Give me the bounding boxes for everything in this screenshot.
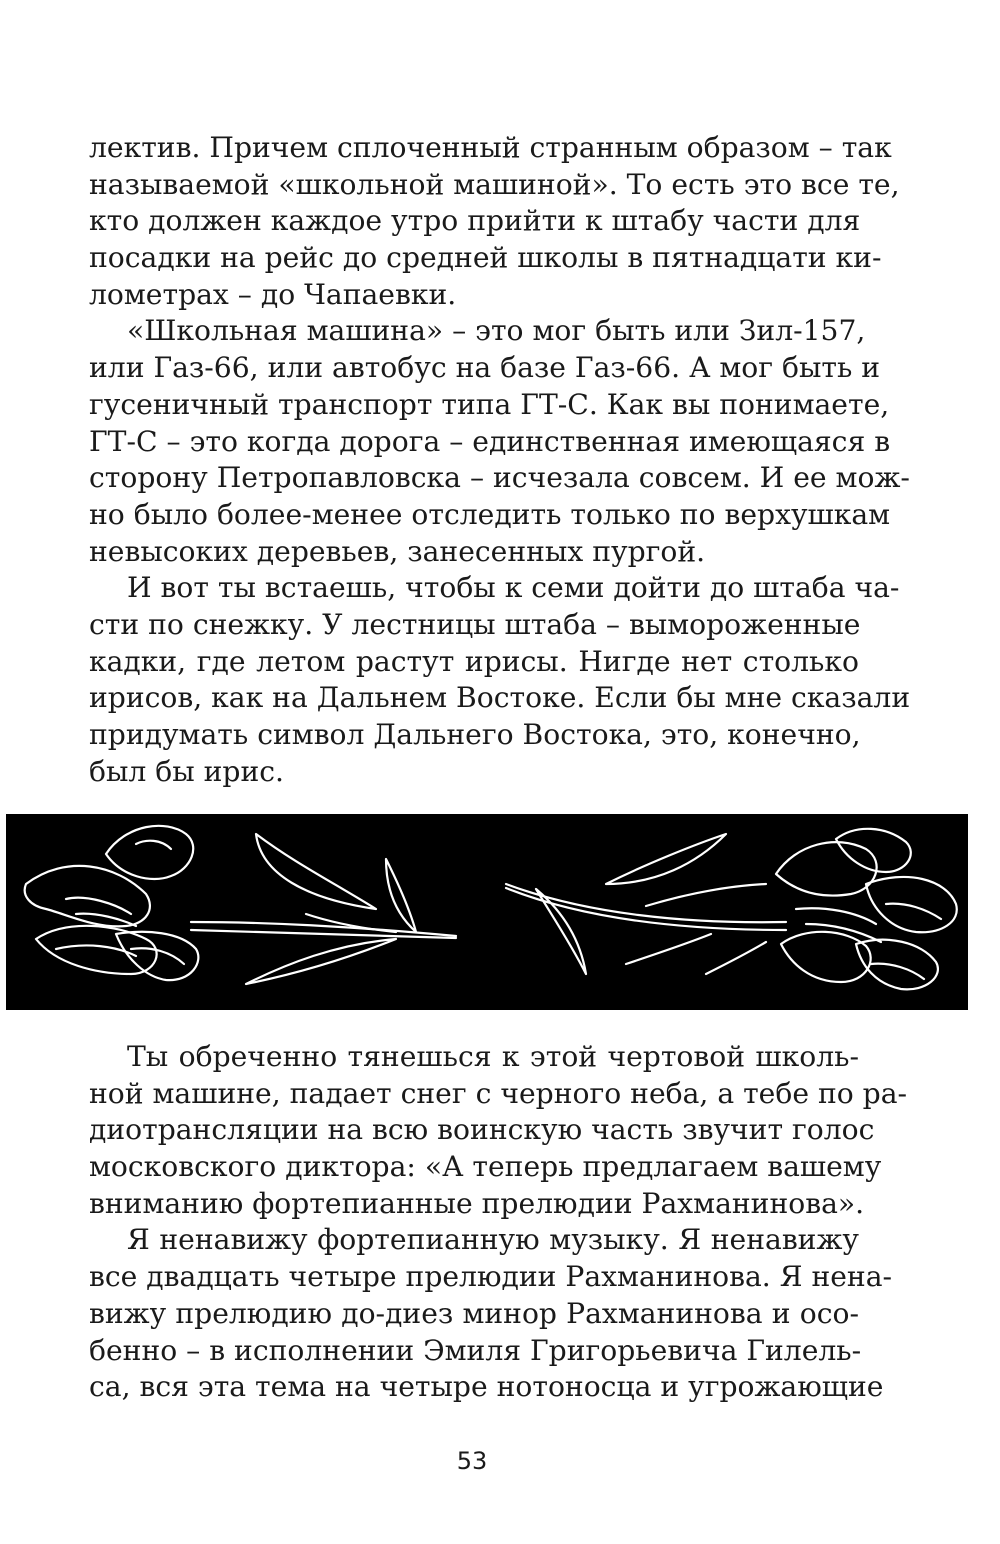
- text-line: или Газ-66, или автобус на базе Газ-66. А мог быть и: [89, 351, 881, 385]
- text-line: сторону Петропавловска – исчезала совсем. И ее мож-: [89, 461, 910, 495]
- text-line: диотрансляции на всю воинскую часть звучит голос: [89, 1113, 875, 1147]
- text-line: все двадцать четыре прелюдии Рахманинова. Я нена-: [89, 1260, 893, 1294]
- text-line: Я ненавижу фортепианную музыку. Я ненавижу: [127, 1223, 859, 1257]
- text-line: был бы ирис.: [89, 754, 285, 788]
- text-line: сти по снежку. У лестницы штаба – вымороженные: [89, 607, 861, 641]
- text-line: са, вся эта тема на четыре нотоносца и угрожающие: [89, 1370, 884, 1404]
- text-line: Ты обреченно тянешься к этой чертовой школь-: [127, 1040, 859, 1073]
- left-iris-flower: [25, 826, 199, 980]
- right-iris-flower: [776, 829, 957, 990]
- text-line: бенно – в исполнении Эмиля Григорьевича Гилель-: [89, 1333, 862, 1367]
- iris-illustration: [6, 814, 968, 1010]
- text-line: вижу прелюдию до-диез минор Рахманинова и осо-: [89, 1296, 859, 1330]
- text-line: посадки на рейс до средней школы в пятнадцати ки-: [89, 241, 882, 275]
- page-number: 53: [456, 1447, 488, 1475]
- paragraph: [89, 130, 900, 313]
- text-line: гусеничный транспорт типа ГТ-С. Как вы понимаете,: [89, 387, 890, 421]
- text-block-top: [89, 130, 911, 790]
- text-line: «Школьная машина» – это мог быть или Зил-157,: [127, 314, 866, 348]
- text-line: ГТ-С – это когда дорога – единственная имеющаяся в: [89, 424, 891, 458]
- text-line: называемой «школьной машиной». То есть это все те,: [89, 167, 900, 201]
- paragraph: [89, 570, 911, 790]
- text-line: лектив. Причем сплоченный странным образом – так: [89, 131, 892, 164]
- text-line: но было более-менее отследить только по верхушкам: [89, 497, 891, 531]
- text-line: невысоких деревьев, занесенных пургой.: [89, 534, 706, 568]
- text-line: ирисов, как на Дальнем Востоке. Если бы мне сказали: [89, 681, 911, 715]
- text-line: ной машине, падает снег с черного неба, а тебе по ра-: [89, 1076, 908, 1110]
- text-block-bottom: [89, 1039, 908, 1406]
- paragraph: [89, 1222, 893, 1405]
- text-line: придумать символ Дальнего Востока, это, конечно,: [89, 718, 861, 751]
- text-line: московского диктора: «А теперь предлагаем вашему: [89, 1150, 882, 1184]
- paragraph: [89, 313, 910, 570]
- text-line: кто должен каждое утро прийти к штабу части для: [89, 204, 861, 238]
- text-line: вниманию фортепианные прелюдии Рахманинова».: [89, 1186, 865, 1220]
- text-line: кадки, где летом растут ирисы. Нигде нет столько: [89, 644, 859, 678]
- text-line: И вот ты встаешь, чтобы к семи дойти до штаба ча-: [127, 571, 900, 605]
- left-iris-leaves: [246, 834, 416, 984]
- paragraph: [89, 1039, 908, 1222]
- text-line: лометрах – до Чапаевки.: [89, 277, 457, 311]
